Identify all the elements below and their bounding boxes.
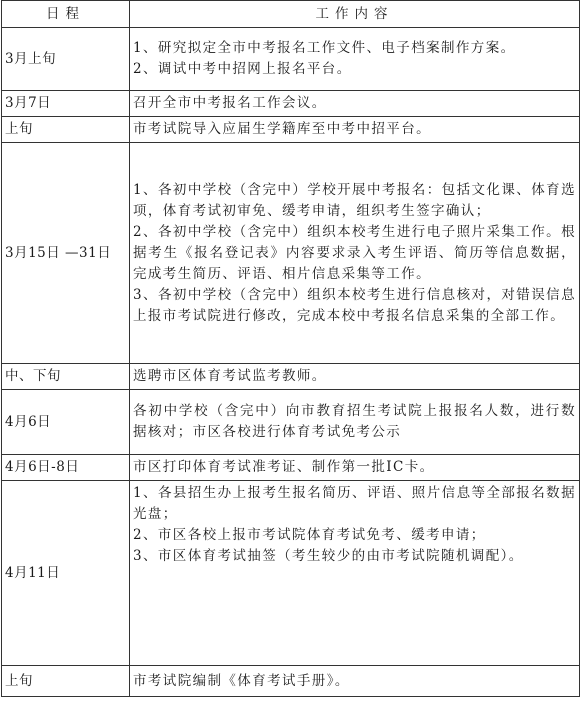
content-cell — [130, 91, 580, 117]
content-paragraph: 3、市区体育考试抽签（考生较少的由市考试院随机调配）。 — [133, 548, 524, 564]
date-cell: 中、下旬 — [2, 364, 130, 390]
content-paragraph: 3、各初中学校（含完中）组织本校考生进行信息核对，对错误信息上报市考试院进行修改，完成本校中考报名信息采集的全部工作。 — [133, 286, 576, 324]
content-cell — [130, 455, 580, 481]
content-paragraph: 1、各县招生办上报考生报名简历、评语、照片信息等全部报名数据光盘； — [133, 485, 576, 522]
content-paragraph: 召开全市中考报名工作会议。 — [133, 95, 327, 111]
table-row — [2, 364, 580, 390]
table-row — [2, 28, 580, 91]
content-cell — [130, 390, 580, 455]
content-column-header: 工作内容 — [130, 1, 580, 28]
content-paragraph: 2、各初中学校（含完中）组织本校考生进行电子照片采集工作。根据考生《报名登记表》内容要求录入考生评语、简历等信息数据，完成考生简历、评语、相片信息采集等工作。 — [133, 223, 576, 282]
date-cell: 4月6日 — [2, 390, 130, 455]
date-cell: 上旬 — [2, 117, 130, 143]
content-cell — [130, 28, 580, 91]
content-cell — [130, 117, 580, 143]
content-paragraph: 市考试院导入应届生学籍库至中考中招平台。 — [133, 121, 431, 137]
date-cell: 3月15日 —31日 — [2, 143, 130, 364]
date-cell: 4月6日-8日 — [2, 455, 130, 481]
content-cell — [130, 481, 580, 666]
date-column-header: 日程 — [2, 1, 130, 28]
date-cell: 上旬 — [2, 666, 130, 697]
content-paragraph: 市考试院编制《体育考试手册》。 — [133, 672, 350, 689]
table-row — [2, 91, 580, 117]
date-cell: 4月11日 — [2, 481, 130, 666]
content-paragraph: 1、各初中学校（含完中）学校开展中考报名：包括文化课、体育选项，体育考试初审免、缓考申请，组织考生签字确认； — [133, 181, 576, 219]
date-cell: 3月上旬 — [2, 28, 130, 91]
table-row — [2, 143, 580, 364]
table-row — [2, 666, 580, 697]
content-cell — [130, 143, 580, 364]
content-paragraph: 各初中学校（含完中）向市教育招生考试院上报报名人数，进行数据核对；市区各校进行体育考试免考公示 — [133, 403, 576, 440]
content-paragraph: 市区打印体育考试准考证、制作第一批IC卡。 — [133, 459, 435, 475]
content-cell — [130, 364, 580, 390]
content-paragraph: 1、研究拟定全市中考报名工作文件、电子档案制作方案。 — [133, 40, 516, 56]
table-row — [2, 390, 580, 455]
content-cell — [130, 666, 580, 697]
table-row — [2, 455, 580, 481]
header-row — [2, 1, 580, 28]
content-paragraph: 2、市区各校上报市考试院体育考试免考、缓考申请； — [133, 527, 486, 543]
table-row — [2, 117, 580, 143]
content-paragraph: 2、调试中考中招网上报名平台。 — [133, 61, 352, 77]
schedule-table — [1, 0, 580, 697]
date-cell: 3月7日 — [2, 91, 130, 117]
table-row — [2, 481, 580, 666]
content-paragraph: 选聘市区体育考试监考教师。 — [133, 368, 327, 384]
